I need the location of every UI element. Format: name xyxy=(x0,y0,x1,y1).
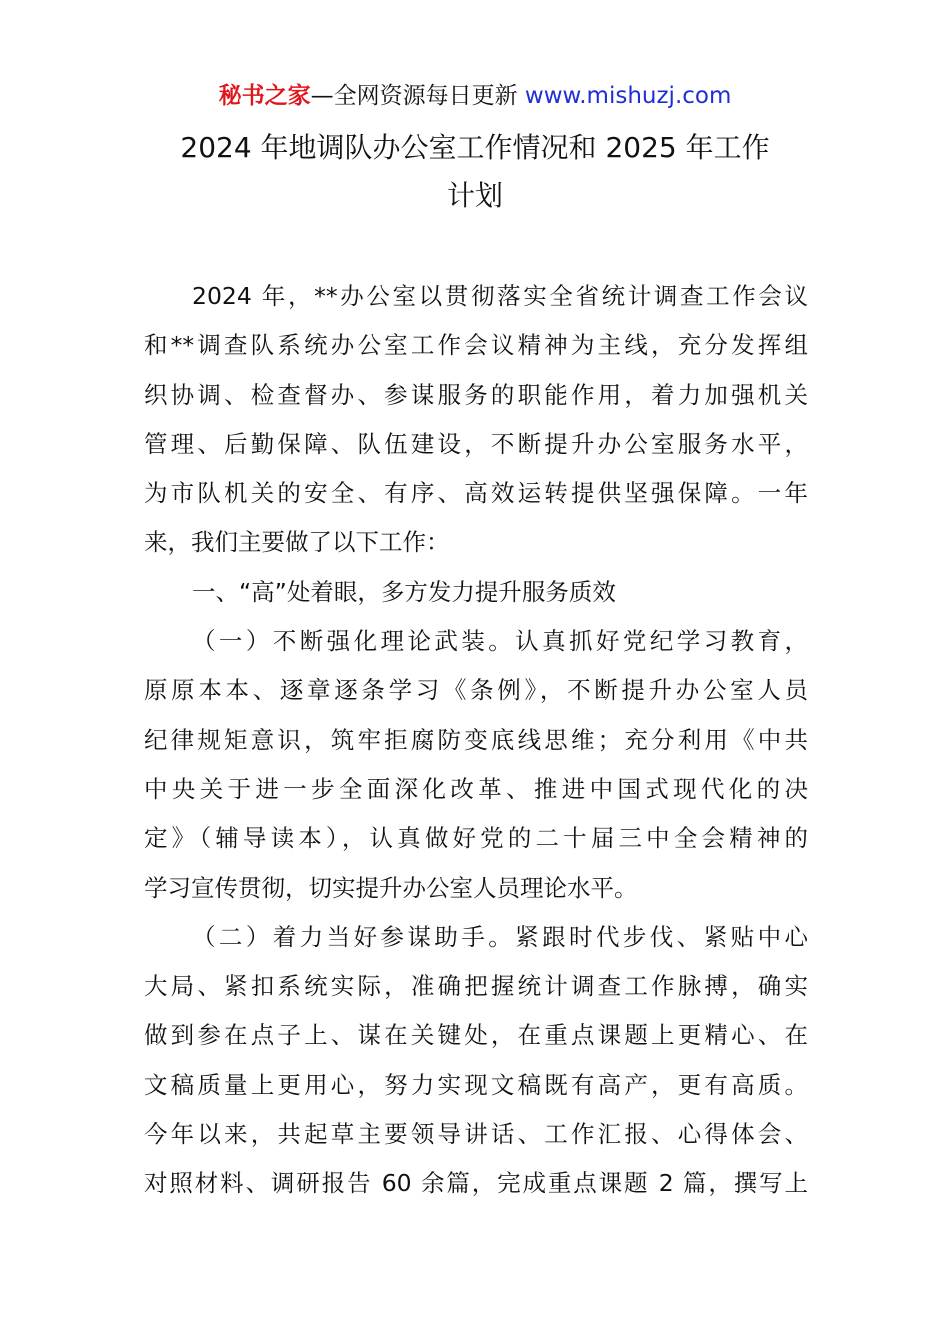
document-title xyxy=(150,124,800,220)
site-url-link[interactable]: www.mishuzj.com xyxy=(524,83,732,109)
text-line: 2024 年，**办公室以贯彻落实全省统计调查工作会议 xyxy=(192,282,808,310)
text-line: 管理、后勤保障、队伍建设，不断提升办公室服务水平， xyxy=(144,429,808,458)
text-line: 文稿质量上更用心，努力实现文稿既有高产，更有高质。 xyxy=(144,1070,808,1099)
text-line: 定》（辅导读本），认真做好党的二十届三中全会精神的 xyxy=(144,824,808,853)
site-tagline: —全网资源每日更新 xyxy=(310,83,518,109)
text-line: 对照材料、调研报告 60 余篇，完成重点课题 2 篇，撰写上 xyxy=(144,1169,808,1198)
text-line: 做到参在点子上、谋在关键处，在重点课题上更精心、在 xyxy=(144,1021,808,1050)
text-line: 织协调、检查督办、参谋服务的职能作用，着力加强机关 xyxy=(144,380,808,409)
text-line: （一）不断强化理论武装。认真抓好党纪学习教育， xyxy=(192,627,808,656)
title-line-1: 2024 年地调队办公室工作情况和 2025 年工作 xyxy=(180,131,770,164)
section-heading: 一、“高”处着眼，多方发力提升服务质效 xyxy=(192,577,616,606)
text-line: 中央关于进一步全面深化改革、推进中国式现代化的决 xyxy=(144,774,808,803)
text-line: 和**调查队系统办公室工作会议精神为主线，充分发挥组 xyxy=(144,331,808,360)
item-1-paragraph xyxy=(144,617,808,913)
text-line: 原原本本、逐章逐条学习《条例》，不断提升办公室人员 xyxy=(144,676,808,705)
text-line: 纪律规矩意识，筑牢拒腐防变底线思维；充分利用《中共 xyxy=(144,725,808,754)
text-line: 来，我们主要做了以下工作： xyxy=(144,528,450,557)
text-line: （二）着力当好参谋助手。紧跟时代步伐、紧贴中心 xyxy=(192,922,808,951)
title-line-2: 计划 xyxy=(446,179,503,212)
site-header xyxy=(0,80,950,112)
text-line: 为市队机关的安全、有序、高效运转提供坚强保障。一年 xyxy=(144,479,808,508)
intro-paragraph xyxy=(144,272,808,568)
item-2-paragraph xyxy=(144,913,808,1209)
text-line: 今年以来，共起草主要领导讲话、工作汇报、心得体会、 xyxy=(144,1120,808,1149)
text-line: 学习宣传贯彻，切实提升办公室人员理论水平。 xyxy=(144,873,638,902)
text-line: 大局、紧扣系统实际，准确把握统计调查工作脉搏，确实 xyxy=(144,972,808,1001)
site-name: 秘书之家 xyxy=(218,83,311,109)
document-body xyxy=(144,272,808,1209)
